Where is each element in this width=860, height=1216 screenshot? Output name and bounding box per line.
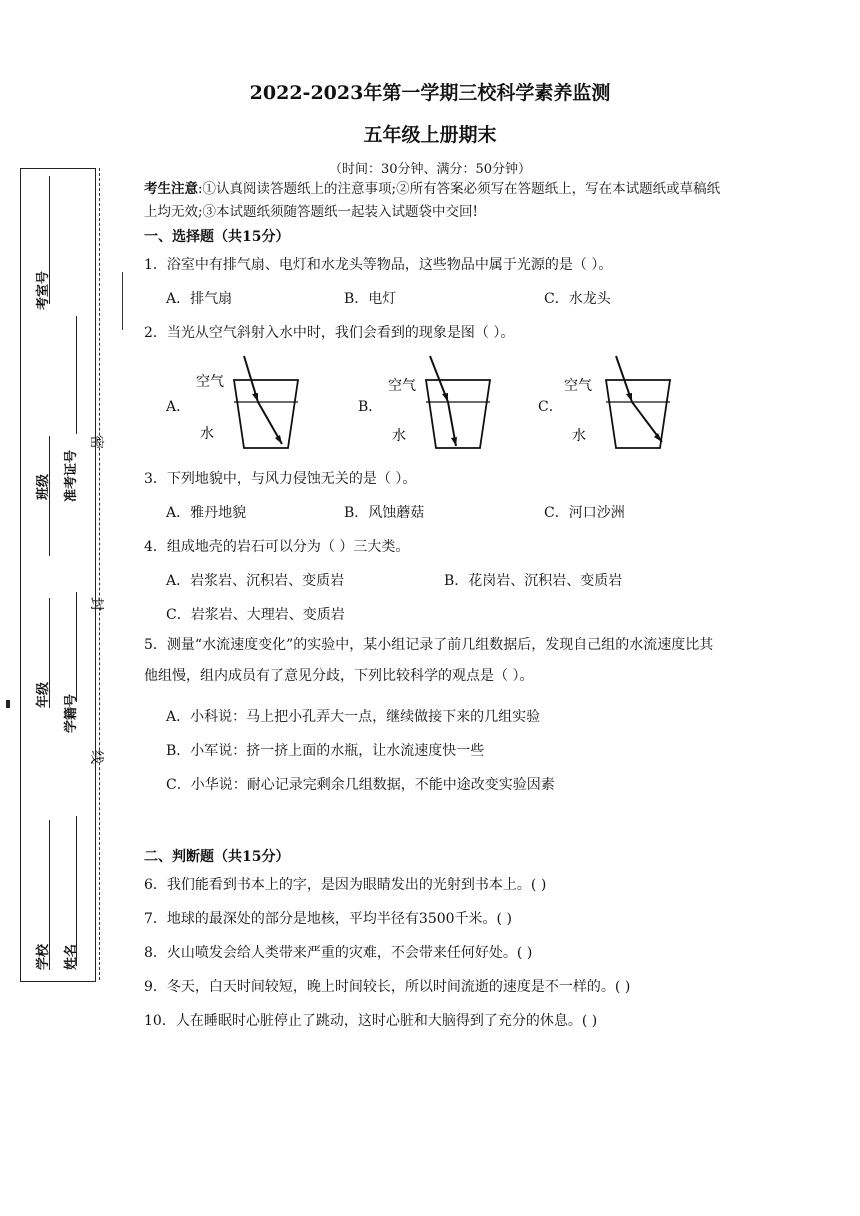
q5-option-b: B．小军说：挤一挤上面的水瓶，让水流速度快一些: [166, 743, 485, 759]
q2-figure-b: [380, 352, 500, 452]
water-label: 水: [572, 428, 586, 444]
tf-item-10: 10．人在睡眠时心脏停止了跳动，这时心脏和大脑得到了充分的休息。( ): [144, 1013, 598, 1029]
notice-label: 考生注意: [144, 181, 198, 197]
q3-option-b: B．风蚀蘑菇: [344, 505, 425, 521]
q4-option-a: A．岩浆岩、沉积岩、变质岩: [166, 573, 345, 589]
cut-mark-feng: 封: [88, 597, 104, 611]
section2-heading: 二、判断题（共15分）: [144, 849, 290, 865]
tf-item-7: 7．地球的最深处的部分是地核，平均半径有3500千米。( ): [144, 911, 512, 927]
field-line-zhunkaozheng: [76, 316, 77, 434]
q2-option-a: A．: [166, 399, 191, 415]
q4-option-c: C．岩浆岩、大理岩、变质岩: [166, 607, 345, 623]
water-label: 水: [200, 426, 214, 442]
section1-heading: 一、选择题（共15分）: [144, 229, 290, 245]
field-label-kaoshihao: 考室号: [36, 270, 51, 310]
field-label-xuexiao: 学校: [36, 943, 51, 970]
tf-item-8: 8．火山喷发会给人类带来严重的灾难，不会带来任何好处。( ): [144, 945, 533, 961]
field-label-xingming: 姓名: [64, 943, 79, 970]
strip-rule: [122, 272, 123, 330]
field-label-banji: 班级: [36, 473, 51, 500]
cut-mark-mi: 密: [88, 435, 104, 449]
q1-option-b: B．电灯: [344, 291, 397, 307]
field-label-nianji: 年级: [36, 681, 51, 708]
q3-option-c: C．河口沙洲: [544, 505, 625, 521]
q3-stem: 3．下列地貌中，与风力侵蚀无关的是（ ）。: [144, 471, 417, 487]
exam-subtitle: 五年级上册期末: [363, 124, 497, 146]
q2-stem: 2．当光从空气斜射入水中时，我们会看到的现象是图（ ）。: [144, 325, 515, 341]
tf-item-9: 9．冬天，白天时间较短，晚上时间较长，所以时间流逝的速度是不一样的。( ): [144, 979, 631, 995]
exam-time-info: （时间：30分钟、满分：50分钟）: [328, 162, 532, 177]
cut-mark-xian: 线: [88, 750, 104, 764]
tf-item-6: 6．我们能看到书本上的字，是因为眼睛发出的光射到书本上。( ): [144, 877, 547, 893]
water-label: 水: [392, 428, 406, 444]
q3-option-a: A．雅丹地貌: [166, 505, 247, 521]
q2-option-b: B．: [358, 399, 383, 415]
q5-stem: 5．测量“水流速度变化”的实验中，某小组记录了前几组数据后，发现自己组的水流速度比其他组慢，组内成员有了意见分歧，下列比较科学的观点是（ ）。: [144, 637, 714, 684]
air-label: 空气: [196, 374, 224, 390]
q4-option-b: B．花岗岩、沉积岩、变质岩: [444, 573, 623, 589]
strip-mark: [6, 700, 10, 708]
air-label: 空气: [388, 378, 416, 394]
field-line-xuejihao: [76, 592, 77, 702]
air-label: 空气: [564, 378, 592, 394]
field-label-xuejihao: 学籍号: [64, 693, 79, 733]
q1-stem: 1．浴室中有排气扇、电灯和水龙头等物品，这些物品中属于光源的是（ ）。: [144, 257, 613, 273]
q4-stem: 4．组成地壳的岩石可以分为（ ）三大类。: [144, 539, 410, 555]
strip-dashed-line: [99, 168, 100, 980]
q5-option-a: A．小科说：马上把小孔弄大一点，继续做接下来的几组实验: [166, 709, 541, 725]
q1-option-a: A．排气扇: [166, 291, 233, 307]
q2-figure-a: [188, 352, 308, 452]
exam-title: 2022-2023年第一学期三校科学素养监测: [249, 82, 611, 104]
q1-option-c: C．水龙头: [544, 291, 611, 307]
q5-option-c: C．小华说：耐心记录完剩余几组数据，不能中途改变实验因素: [166, 777, 555, 793]
notice-text: :①认真阅读答题纸上的注意事项;②所有答案必须写在答题纸上，写在本试题纸或草稿纸上均无效;③本试题纸须随答题纸一起装入试题袋中交回!: [144, 181, 721, 220]
candidate-notice: [144, 178, 724, 224]
q2-figure-c: [560, 352, 680, 452]
field-label-zhunkaozheng: 准考证号: [64, 449, 79, 502]
q2-option-c: C．: [538, 399, 563, 415]
